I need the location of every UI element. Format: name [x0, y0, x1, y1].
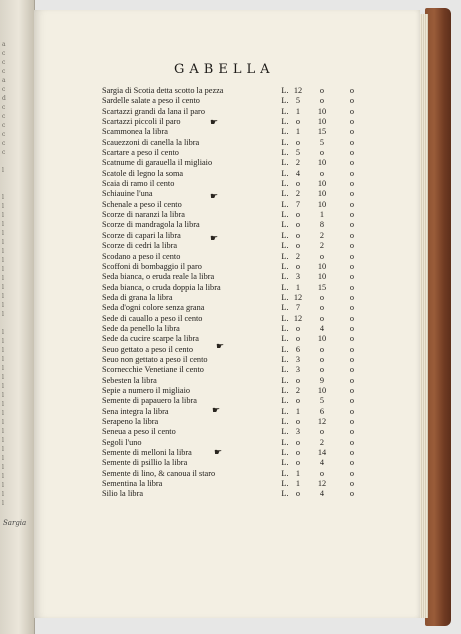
currency-cell: L.: [281, 323, 289, 333]
table-row: [102, 438, 372, 448]
lire-cell: o: [295, 117, 301, 127]
currency-cell: L.: [281, 303, 289, 313]
item-description: Sepie a numero il migliaio: [102, 385, 191, 395]
denari-cell: o: [349, 448, 355, 458]
table-row: [102, 396, 372, 406]
soldi-cell: 4: [319, 489, 325, 499]
lire-cell: 1: [295, 479, 301, 489]
item-description: Seda di grana la libra: [102, 292, 173, 302]
currency-cell: L.: [281, 448, 289, 458]
denari-cell: o: [349, 199, 355, 209]
currency-cell: L.: [281, 230, 289, 240]
table-row: [102, 469, 372, 479]
soldi-cell: 10: [317, 334, 327, 344]
soldi-cell: o: [319, 468, 325, 478]
table-row: [102, 231, 372, 241]
currency-cell: L.: [281, 199, 289, 209]
denari-cell: o: [349, 282, 355, 292]
item-description: Seuo gettato a peso il cento: [102, 344, 194, 354]
item-description: Scorze di capari la libra: [102, 230, 181, 240]
soldi-cell: 5: [319, 396, 325, 406]
currency-cell: L.: [281, 417, 289, 426]
currency-cell: L.: [281, 292, 289, 302]
table-row: [102, 272, 372, 282]
soldi-cell: 9: [319, 375, 325, 385]
denari-cell: o: [349, 334, 355, 344]
table-row: [102, 189, 372, 199]
soldi-cell: o: [319, 427, 325, 437]
denari-cell: o: [349, 251, 355, 261]
denari-cell: o: [349, 137, 355, 147]
book-binding: [425, 8, 451, 626]
lire-cell: 5: [295, 96, 301, 106]
table-row: [102, 158, 372, 168]
soldi-cell: 10: [317, 179, 327, 189]
currency-cell: L.: [281, 86, 289, 95]
item-description: Sede di cauallo a peso il cento: [102, 313, 203, 323]
table-row: [102, 303, 372, 313]
item-description: Semente di lino, & canoua il staro: [102, 468, 216, 478]
denari-cell: o: [349, 117, 355, 127]
table-row: [102, 283, 372, 293]
soldi-cell: 15: [317, 282, 327, 292]
soldi-cell: 14: [317, 448, 327, 458]
table-row: [102, 117, 372, 127]
soldi-cell: o: [319, 168, 325, 178]
lire-cell: 12: [293, 86, 303, 95]
currency-cell: L.: [281, 148, 289, 158]
table-row: [102, 355, 372, 365]
item-description: Seda d'ogni colore senza grana: [102, 303, 205, 313]
soldi-cell: 10: [317, 117, 327, 127]
item-description: Semente di psillio la libra: [102, 458, 188, 468]
currency-cell: L.: [281, 385, 289, 395]
soldi-cell: 1: [319, 210, 325, 220]
item-description: Seneua a peso il cento: [102, 427, 176, 437]
soldi-cell: 10: [317, 261, 327, 271]
lire-cell: o: [295, 375, 301, 385]
soldi-cell: 2: [319, 437, 325, 447]
item-description: Seda bianca, o eruda reale la libra: [102, 272, 215, 282]
currency-cell: L.: [281, 489, 289, 499]
denari-cell: o: [349, 406, 355, 416]
denari-cell: o: [349, 148, 355, 158]
table-row: [102, 345, 372, 355]
soldi-cell: 5: [319, 137, 325, 147]
item-description: Segoli l'uno: [102, 437, 142, 447]
table-row: [102, 479, 372, 489]
lire-cell: 3: [295, 427, 301, 437]
lire-cell: o: [295, 334, 301, 344]
table-row: [102, 148, 372, 158]
soldi-cell: 10: [317, 199, 327, 209]
soldi-cell: 2: [319, 241, 325, 251]
currency-cell: L.: [281, 427, 289, 437]
denari-cell: o: [349, 179, 355, 189]
lire-cell: o: [295, 437, 301, 447]
denari-cell: o: [349, 427, 355, 437]
table-row: [102, 458, 372, 468]
denari-cell: o: [349, 230, 355, 240]
denari-cell: o: [349, 489, 355, 499]
denari-cell: o: [349, 189, 355, 199]
table-row: [102, 314, 372, 324]
table-row: [102, 96, 372, 106]
item-description: Sargia di Scotia detta scotto la pezza: [102, 86, 224, 95]
table-row: [102, 86, 372, 96]
lire-cell: o: [295, 458, 301, 468]
currency-cell: L.: [281, 210, 289, 220]
currency-cell: L.: [281, 437, 289, 447]
soldi-cell: 12: [317, 479, 327, 489]
lire-cell: 3: [295, 354, 301, 364]
item-description: Semente di papauero la libra: [102, 396, 197, 406]
denari-cell: o: [349, 220, 355, 230]
tariff-table: [102, 86, 372, 500]
manicule-icon: ☛: [210, 118, 219, 128]
denari-cell: o: [349, 96, 355, 106]
lire-cell: o: [295, 396, 301, 406]
currency-cell: L.: [281, 354, 289, 364]
item-description: Serapeno la libra: [102, 417, 159, 426]
item-description: Scaia di ramo il cento: [102, 179, 175, 189]
item-description: Seda bianca, o cruda doppia la libra: [102, 282, 221, 292]
item-description: Sede da penello la libra: [102, 323, 180, 333]
table-row: [102, 252, 372, 262]
currency-cell: L.: [281, 189, 289, 199]
item-description: Scorze di naranzi la libra: [102, 210, 185, 220]
item-description: Silio la libra: [102, 489, 144, 499]
manicule-icon: ☛: [210, 192, 219, 202]
currency-cell: L.: [281, 313, 289, 323]
currency-cell: L.: [281, 344, 289, 354]
table-row: [102, 427, 372, 437]
lire-cell: 12: [293, 313, 303, 323]
currency-cell: L.: [281, 168, 289, 178]
table-row: [102, 220, 372, 230]
item-description: Scartare a peso il cento: [102, 148, 179, 158]
denari-cell: o: [349, 437, 355, 447]
item-description: Sardelle salate a peso il cento: [102, 96, 200, 106]
denari-cell: o: [349, 168, 355, 178]
table-row: [102, 324, 372, 334]
currency-cell: L.: [281, 127, 289, 137]
item-description: Scoffoni di bombaggio il paro: [102, 261, 202, 271]
catchword: Sargia: [3, 519, 27, 527]
soldi-cell: 15: [317, 127, 327, 137]
lire-cell: o: [295, 210, 301, 220]
lire-cell: 3: [295, 272, 301, 282]
denari-cell: o: [349, 210, 355, 220]
table-row: [102, 376, 372, 386]
item-description: Schenale a peso il cento: [102, 199, 182, 209]
book-page: [34, 10, 420, 618]
item-description: Scodano a peso il cento: [102, 251, 181, 261]
currency-cell: L.: [281, 241, 289, 251]
item-description: Sebesten la libra: [102, 375, 157, 385]
item-description: Sementina la libra: [102, 479, 163, 489]
lire-cell: 2: [295, 158, 301, 168]
soldi-cell: 8: [319, 220, 325, 230]
item-description: Scartazzi piccoli il paro: [102, 117, 181, 127]
table-row: [102, 200, 372, 210]
currency-cell: L.: [281, 479, 289, 489]
soldi-cell: 10: [317, 189, 327, 199]
denari-cell: o: [349, 417, 355, 426]
soldi-cell: o: [319, 303, 325, 313]
denari-cell: o: [349, 303, 355, 313]
lire-cell: 1: [295, 127, 301, 137]
item-description: Scorze di cedri la libra: [102, 241, 178, 251]
table-row: [102, 293, 372, 303]
manicule-icon: ☛: [210, 234, 219, 244]
soldi-cell: o: [319, 365, 325, 375]
currency-cell: L.: [281, 261, 289, 271]
lire-cell: o: [295, 220, 301, 230]
item-description: Seuo non gettato a peso il cento: [102, 354, 208, 364]
lire-cell: 7: [295, 199, 301, 209]
denari-cell: o: [349, 354, 355, 364]
table-row: [102, 169, 372, 179]
denari-cell: o: [349, 323, 355, 333]
table-row: [102, 138, 372, 148]
soldi-cell: 6: [319, 406, 325, 416]
denari-cell: o: [349, 106, 355, 116]
table-row: [102, 417, 372, 427]
manicule-icon: ☛: [212, 406, 221, 416]
currency-cell: L.: [281, 365, 289, 375]
manicule-icon: ☛: [214, 448, 223, 458]
table-row: [102, 386, 372, 396]
denari-cell: o: [349, 313, 355, 323]
item-description: Scorze di mandragola la libra: [102, 220, 200, 230]
denari-cell: o: [349, 127, 355, 137]
currency-cell: L.: [281, 106, 289, 116]
soldi-cell: o: [319, 292, 325, 302]
table-row: [102, 365, 372, 375]
lire-cell: o: [295, 179, 301, 189]
lire-cell: o: [295, 323, 301, 333]
item-description: Scauezzoni di canella la libra: [102, 137, 200, 147]
lire-cell: 6: [295, 344, 301, 354]
lire-cell: 2: [295, 385, 301, 395]
item-description: Scornecchie Venetiane il cento: [102, 365, 204, 375]
table-row: [102, 241, 372, 251]
soldi-cell: 10: [317, 158, 327, 168]
lire-cell: o: [295, 448, 301, 458]
lire-cell: o: [295, 417, 301, 426]
currency-cell: L.: [281, 137, 289, 147]
currency-cell: L.: [281, 458, 289, 468]
facing-page-text: a c c c a c d c c c c c c l l l l l l l l l l l l l l l l l l l l l l l l l l l l l l l l l l l: [2, 41, 7, 507]
lire-cell: 2: [295, 251, 301, 261]
currency-cell: L.: [281, 179, 289, 189]
lire-cell: 5: [295, 148, 301, 158]
item-description: Sede da cucire scarpe la libra: [102, 334, 199, 344]
currency-cell: L.: [281, 468, 289, 478]
lire-cell: o: [295, 261, 301, 271]
soldi-cell: 2: [319, 230, 325, 240]
soldi-cell: 10: [317, 385, 327, 395]
table-row: [102, 448, 372, 458]
currency-cell: L.: [281, 251, 289, 261]
item-description: Scartazzi grandi da lana il paro: [102, 106, 205, 116]
table-row: [102, 489, 372, 499]
denari-cell: o: [349, 241, 355, 251]
soldi-cell: 4: [319, 458, 325, 468]
table-row: [102, 334, 372, 344]
denari-cell: o: [349, 396, 355, 406]
item-description: Schiauine l'una: [102, 189, 153, 199]
table-row: [102, 179, 372, 189]
denari-cell: o: [349, 458, 355, 468]
lire-cell: o: [295, 489, 301, 499]
denari-cell: o: [349, 468, 355, 478]
lire-cell: 1: [295, 468, 301, 478]
denari-cell: o: [349, 375, 355, 385]
soldi-cell: o: [319, 96, 325, 106]
lire-cell: 1: [295, 106, 301, 116]
lire-cell: 1: [295, 406, 301, 416]
denari-cell: o: [349, 158, 355, 168]
facing-page: [0, 0, 35, 634]
soldi-cell: o: [319, 354, 325, 364]
item-description: Scatnume di garauella il migliaio: [102, 158, 213, 168]
lire-cell: 12: [293, 292, 303, 302]
table-row: [102, 107, 372, 117]
currency-cell: L.: [281, 406, 289, 416]
table-row: [102, 127, 372, 137]
denari-cell: o: [349, 344, 355, 354]
soldi-cell: 10: [317, 106, 327, 116]
lire-cell: 4: [295, 168, 301, 178]
denari-cell: o: [349, 365, 355, 375]
lire-cell: 3: [295, 365, 301, 375]
currency-cell: L.: [281, 272, 289, 282]
item-description: Scammonea la libra: [102, 127, 168, 137]
soldi-cell: 12: [317, 417, 327, 426]
item-description: Semente di melloni la libra: [102, 448, 192, 458]
denari-cell: o: [349, 272, 355, 282]
table-row: [102, 262, 372, 272]
soldi-cell: 4: [319, 323, 325, 333]
table-row: [102, 210, 372, 220]
currency-cell: L.: [281, 96, 289, 106]
lire-cell: 7: [295, 303, 301, 313]
currency-cell: L.: [281, 334, 289, 344]
lire-cell: 2: [295, 189, 301, 199]
currency-cell: L.: [281, 158, 289, 168]
lire-cell: o: [295, 230, 301, 240]
denari-cell: o: [349, 479, 355, 489]
table-row: [102, 407, 372, 417]
denari-cell: o: [349, 292, 355, 302]
soldi-cell: o: [319, 86, 325, 95]
soldi-cell: o: [319, 344, 325, 354]
lire-cell: o: [295, 137, 301, 147]
currency-cell: L.: [281, 396, 289, 406]
soldi-cell: o: [319, 251, 325, 261]
manicule-icon: ☛: [216, 342, 225, 352]
soldi-cell: o: [319, 313, 325, 323]
soldi-cell: 10: [317, 272, 327, 282]
currency-cell: L.: [281, 220, 289, 230]
soldi-cell: o: [319, 148, 325, 158]
page-title: GABELLA: [174, 62, 275, 77]
lire-cell: 1: [295, 282, 301, 292]
item-description: Sena integra la libra: [102, 406, 169, 416]
denari-cell: o: [349, 261, 355, 271]
currency-cell: L.: [281, 117, 289, 127]
denari-cell: o: [349, 385, 355, 395]
currency-cell: L.: [281, 375, 289, 385]
denari-cell: o: [349, 86, 355, 95]
item-description: Scatole di legno la soma: [102, 168, 184, 178]
lire-cell: o: [295, 241, 301, 251]
currency-cell: L.: [281, 282, 289, 292]
